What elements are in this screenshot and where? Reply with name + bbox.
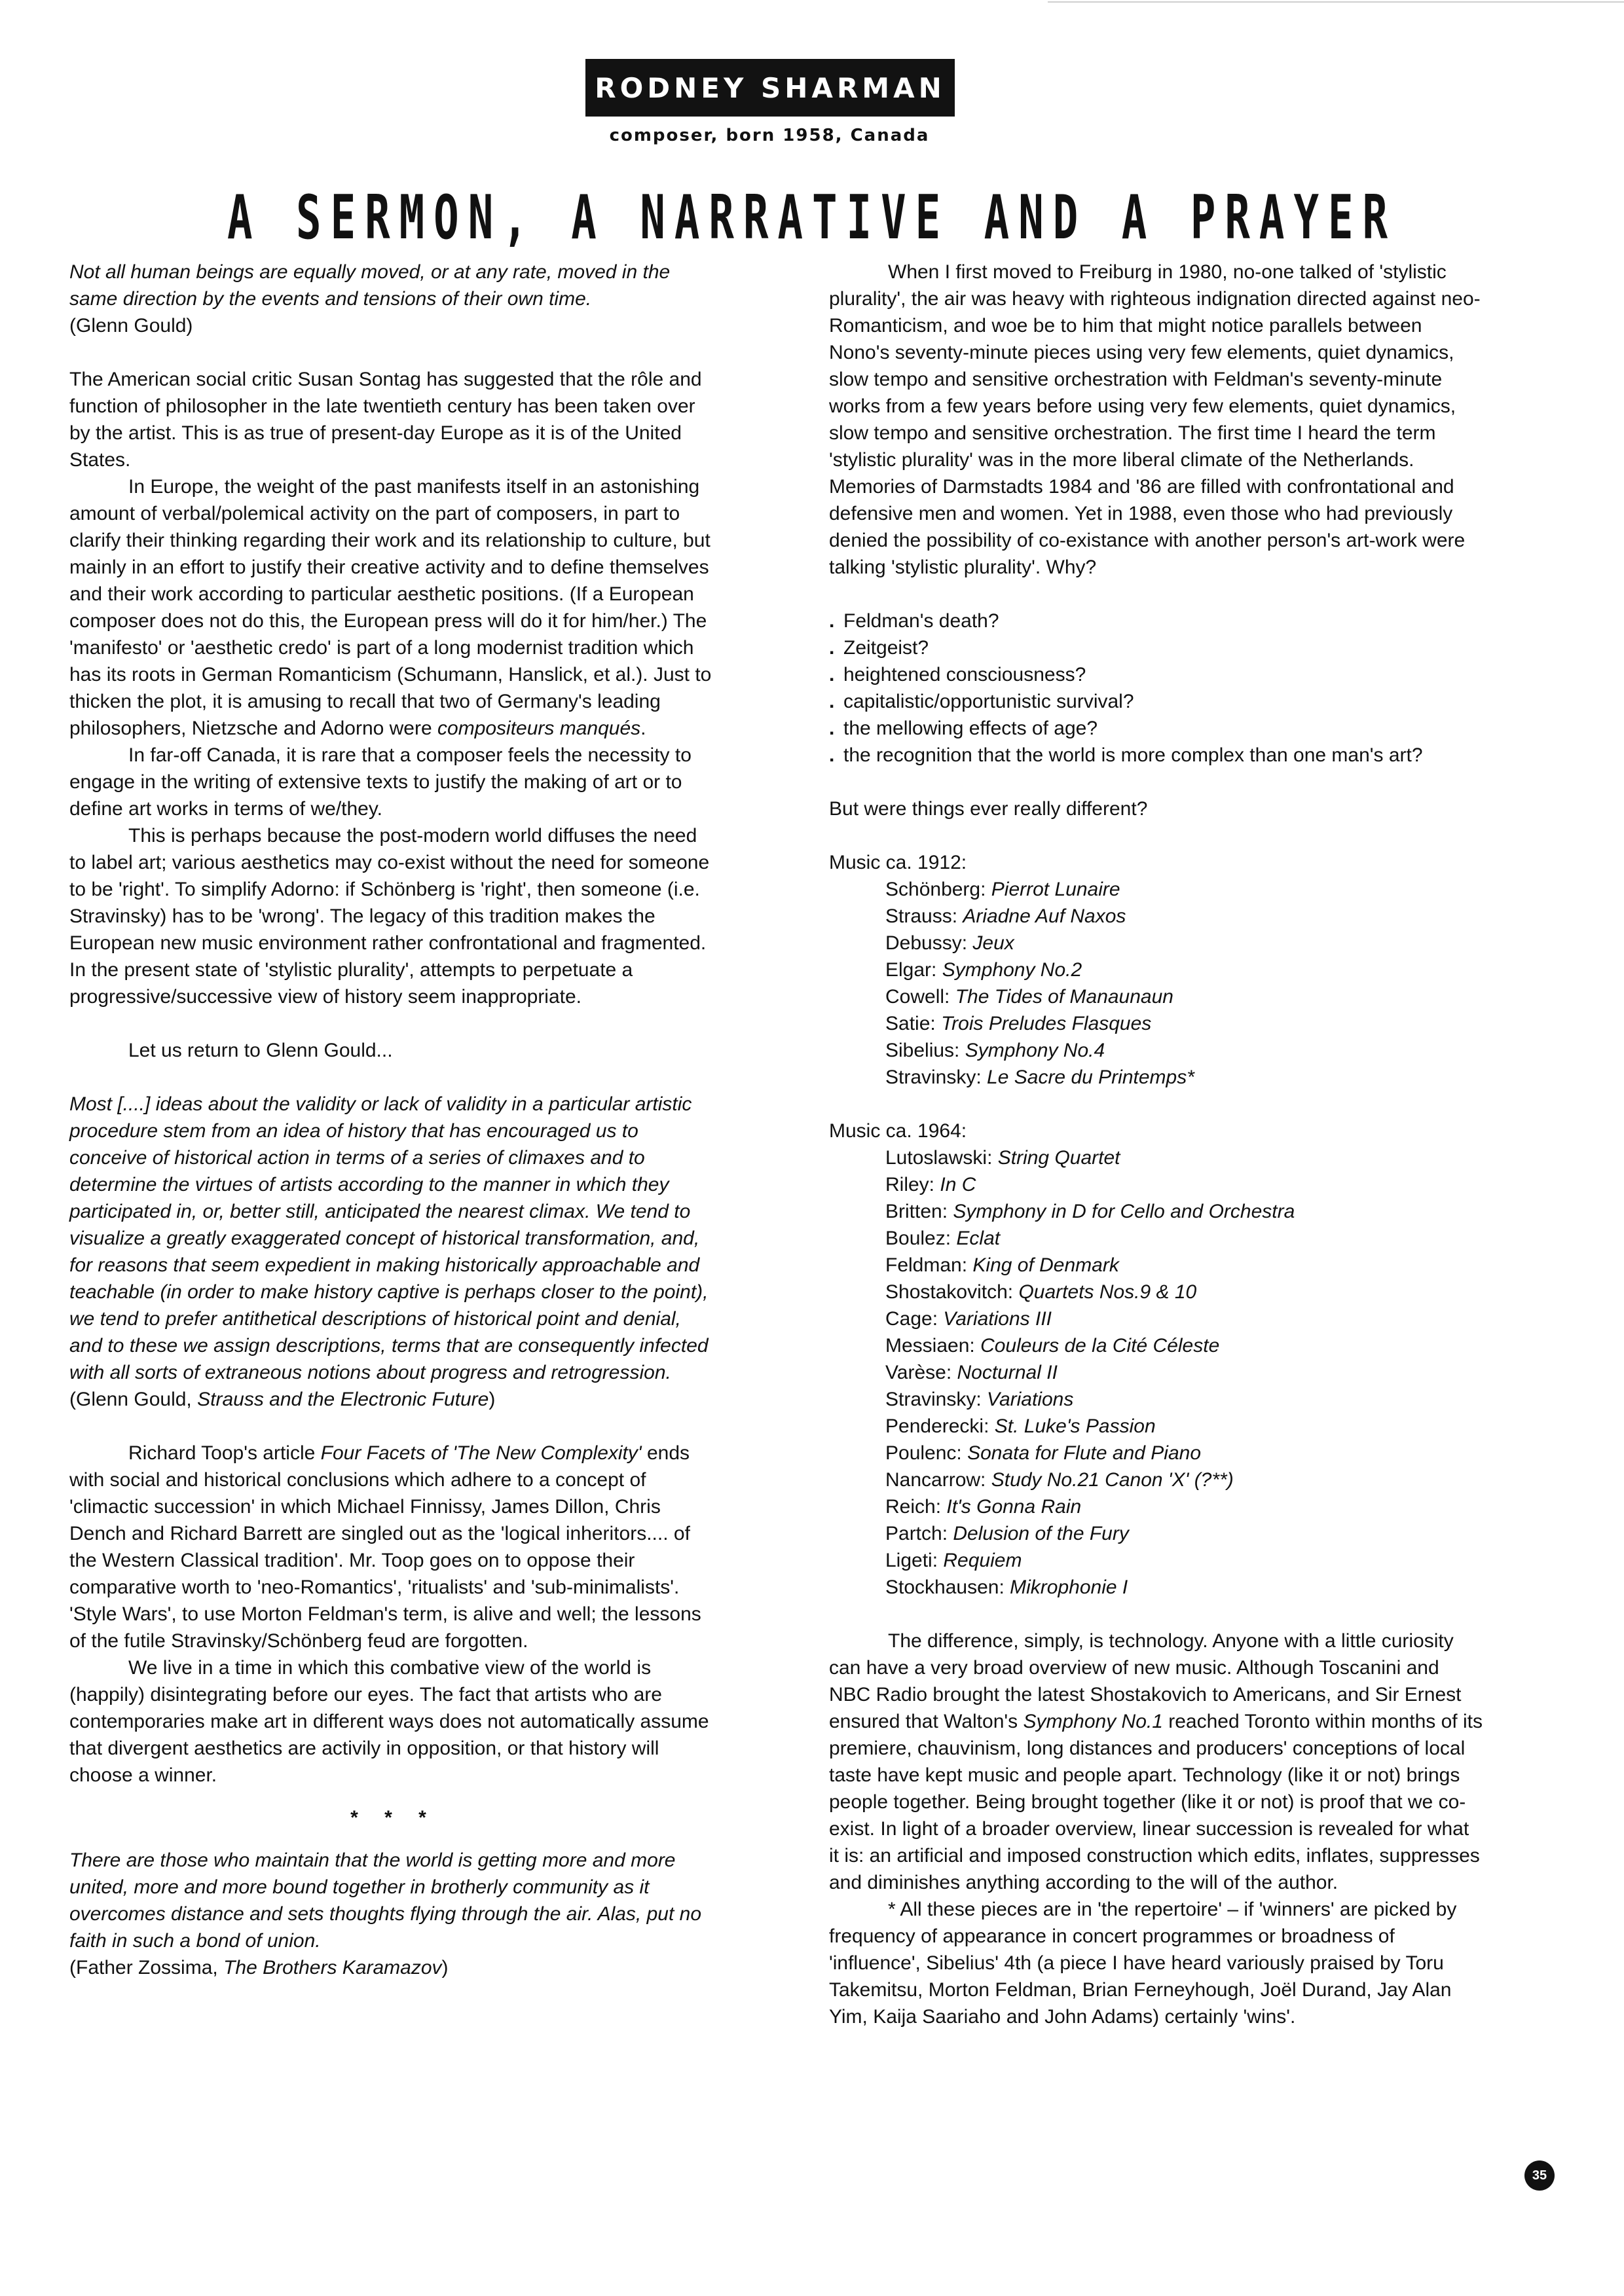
list-item: Schönberg: Pierrot Lunaire	[885, 879, 1120, 900]
paragraph: This is perhaps because the post-modern world diffuses the need to label art; various aesthetics may co-exist without the need for someone to be 'right'. To simplify Adorno: if Schönberg is 'right', then someone (i.e. Stravinsky) has to be 'wrong'. The legacy of this tradition makes the European new music environment rather confrontational and fragmented. In the present state of 'stylistic plurality', attempts to perpetuate a progressive/successive view of history seem inappropriate.	[69, 825, 710, 1008]
music-1964-list	[829, 1144, 1484, 1601]
article-title: A SERMON, A NARRATIVE AND A PRAYER	[227, 183, 1397, 254]
music-1912-heading: Music ca. 1912:	[829, 852, 967, 873]
list-item: Riley: In C	[885, 1174, 976, 1195]
list-item: Poulenc: Sonata for Flute and Piano	[885, 1442, 1202, 1464]
page-number-badge: 35	[1524, 2160, 1555, 2191]
list-item: Debussy: Jeux	[885, 932, 1014, 954]
quote-zossima-source: (Father Zossima, The Brothers Karamazov)	[69, 1957, 449, 1978]
list-item: Lutoslawski: String Quartet	[885, 1147, 1120, 1169]
list-item: Sibelius: Symphony No.4	[885, 1040, 1105, 1061]
list-item: Cowell: The Tides of Manaunaun	[885, 986, 1173, 1008]
list-item: Stravinsky: Le Sacre du Printemps*	[885, 1066, 1194, 1088]
list-item: Cage: Variations III	[885, 1308, 1052, 1330]
list-item: Messiaen: Couleurs de la Cité Céleste	[885, 1335, 1220, 1357]
list-item: Nancarrow: Study No.21 Canon 'X' (?**)	[885, 1469, 1234, 1491]
paragraph: In far-off Canada, it is rare that a composer feels the necessity to engage in the writing of extensive texts to justify the making of art or to define art works in terms of we/they.	[69, 744, 692, 820]
list-item: Britten: Symphony in D for Cello and Orchestra	[885, 1201, 1295, 1222]
quote-gould-source: (Glenn Gould, Strauss and the Electronic Future)	[69, 1389, 496, 1410]
paragraph: We live in a time in which this combative view of the world is (happily) disintegrating before our eyes. The fact that artists who are contemporaries make art in different ways does not automatically assume that divergent aesthetics are activily in opposition, or that history will choose a winner.	[69, 1657, 709, 1786]
music-1912-list	[829, 876, 1484, 1091]
author-subtitle: composer, born 1958, Canada	[609, 126, 930, 145]
list-item: Partch: Delusion of the Fury	[885, 1523, 1129, 1544]
list-item: Stockhausen: Mikrophonie I	[885, 1576, 1128, 1598]
list-item: . the mellowing effects of age?	[829, 715, 1484, 742]
footnote: * All these pieces are in 'the repertoire' – if 'winners' are picked by frequency of appearance in concert programmes or broadness of 'influence', Sibelius' 4th (a piece I have heard variously praised by Toru Takemitsu, Morton Feldman, Brian Ferneyhough, Joël Durand, Jay Alan Yim, Kaija Saariaho and John Adams) certainly 'wins'.	[829, 1899, 1457, 2028]
list-item: Satie: Trois Preludes Flasques	[885, 1013, 1152, 1034]
music-1964-heading: Music ca. 1964:	[829, 1120, 967, 1142]
list-item: Ligeti: Requiem	[885, 1550, 1022, 1571]
list-item: . heightened consciousness?	[829, 661, 1484, 688]
right-column	[829, 259, 1484, 2030]
list-item: Elgar: Symphony No.2	[885, 959, 1082, 981]
epigraph-gould: Not all human beings are equally moved, or at any rate, moved in the same direction by the events and tensions of their own time.	[69, 261, 671, 310]
paragraph: In Europe, the weight of the past manifests itself in an astonishing amount of verbal/polemical activity on the part of composers, in part to clarify their thinking regarding their work and its relationship to culture, but mainly in an effort to justify their creative activity and to define themselves and their work according to particular aesthetic positions. (If a European composer does not do this, the European press will do it for him/her.) The 'manifesto' or 'aesthetic credo' is part of a long modernist tradition which has its roots in German Romanticism (Schumann, Hanslick, et al.). Just to thicken the plot, it is amusing to recall that two of Germany's leading philosophers, Nietzsche and Adorno were compositeurs manqués.	[69, 476, 712, 739]
list-item: Reich: It's Gonna Rain	[885, 1496, 1082, 1518]
paragraph: But were things ever really different?	[829, 798, 1148, 820]
list-item: Stravinsky: Variations	[885, 1389, 1074, 1410]
list-item: Shostakovitch: Quartets Nos.9 & 10	[885, 1281, 1197, 1303]
paragraph: Richard Toop's article Four Facets of 'The New Complexity' ends with social and historical conclusions which adhere to a concept of 'climactic succession' in which Michael Finnissy, James Dillon, Chris Dench and Richard Barrett are singled out as the 'logical inheritors.... of the Western Classical tradition'. Mr. Toop goes on to oppose their comparative worth to 'neo-Romantics', 'ritualists' and 'sub-minimalists'. 'Style Wars', to use Morton Feldman's term, is alive and well; the lessons of the futile Stravinsky/Schönberg feud are forgotten.	[69, 1442, 701, 1652]
list-item: Boulez: Eclat	[885, 1228, 1001, 1249]
list-item: Penderecki: St. Luke's Passion	[885, 1415, 1156, 1437]
reasons-list	[829, 608, 1484, 769]
author-name-banner: RODNEY SHARMAN	[585, 59, 955, 117]
list-item: Feldman: King of Denmark	[885, 1254, 1119, 1276]
paragraph: When I first moved to Freiburg in 1980, no-one talked of 'stylistic plurality', the air was heavy with righteous indignation directed against neo-Romanticism, and woe be to him that might notice parallels between Nono's seventy-minute pieces using very few elements, quiet dynamics, slow tempo and sensitive orchestration with Feldman's seventy-minute works from a few years before using very few elements, quiet dynamics, slow tempo and sensitive orchestration. The first time I heard the term 'stylistic plurality' was in the more liberal climate of the Netherlands. Memories of Darmstadts 1984 and '86 are filled with confrontational and defensive men and women. Yet in 1988, even those who had previously denied the possibility of co-existance with another person's art-work were talking 'stylistic plurality'. Why?	[829, 261, 1481, 578]
top-rule	[1048, 1, 1624, 3]
quote-zossima: There are those who maintain that the world is getting more and more united, more and more bound together in brotherly community as it overcomes distance and sets thoughts flying through the air. Alas, put no faith in such a bond of union.	[69, 1850, 702, 1952]
list-item: Strauss: Ariadne Auf Naxos	[885, 905, 1126, 927]
list-item: . the recognition that the world is more complex than one man's art?	[829, 742, 1484, 769]
epigraph-gould-source: (Glenn Gould)	[69, 315, 193, 337]
list-item: . Feldman's death?	[829, 608, 1484, 634]
paragraph: The difference, simply, is technology. Anyone with a little curiosity can have a very broad overview of new music. Although Toscanini and NBC Radio brought the latest Shostakovich to Americans, and Sir Ernest ensured that Walton's Symphony No.1 reached Toronto within months of its premiere, chauvinism, long distances and producers' conceptions of local taste have kept music and people apart. Technology (like it or not) brings people together. Being brought together (like it or not) is proof that we co-exist. In light of a broader overview, linear succession is revealed for what it is: an artificial and imposed construction which edits, inflates, suppresses and diminishes anything according to the will of the author.	[829, 1630, 1483, 1893]
paragraph: Let us return to Glenn Gould...	[128, 1040, 393, 1061]
paragraph: The American social critic Susan Sontag has suggested that the rôle and function of philosopher in the late twentieth century has been taken over by the artist. This is as true of present-day Europe as it is of the United States.	[69, 369, 702, 471]
list-item: Varèse: Nocturnal II	[885, 1362, 1058, 1383]
list-item: . capitalistic/opportunistic survival?	[829, 688, 1484, 715]
section-break: * * *	[350, 1807, 437, 1829]
left-column	[69, 259, 718, 1981]
list-item: . Zeitgeist?	[829, 634, 1484, 661]
quote-gould: Most [....] ideas about the validity or lack of validity in a particular artistic procedure stem from an idea of history that has encouraged us to conceive of historical action in terms of a series of climaxes and to determine the virtues of artists according to the manner in which they participated in, or, better still, anticipated the nearest climax. We tend to visualize a greatly exaggerated concept of historical transformation, and, for reasons that seem expedient in making historically approachable and teachable (in order to make history captive is perhaps closer to the point), we tend to prefer antithetical descriptions of historical point and denial, and to these we assign descriptions, terms that are consequently infected with all sorts of extraneous notions about progress and retrogression.	[69, 1093, 709, 1383]
